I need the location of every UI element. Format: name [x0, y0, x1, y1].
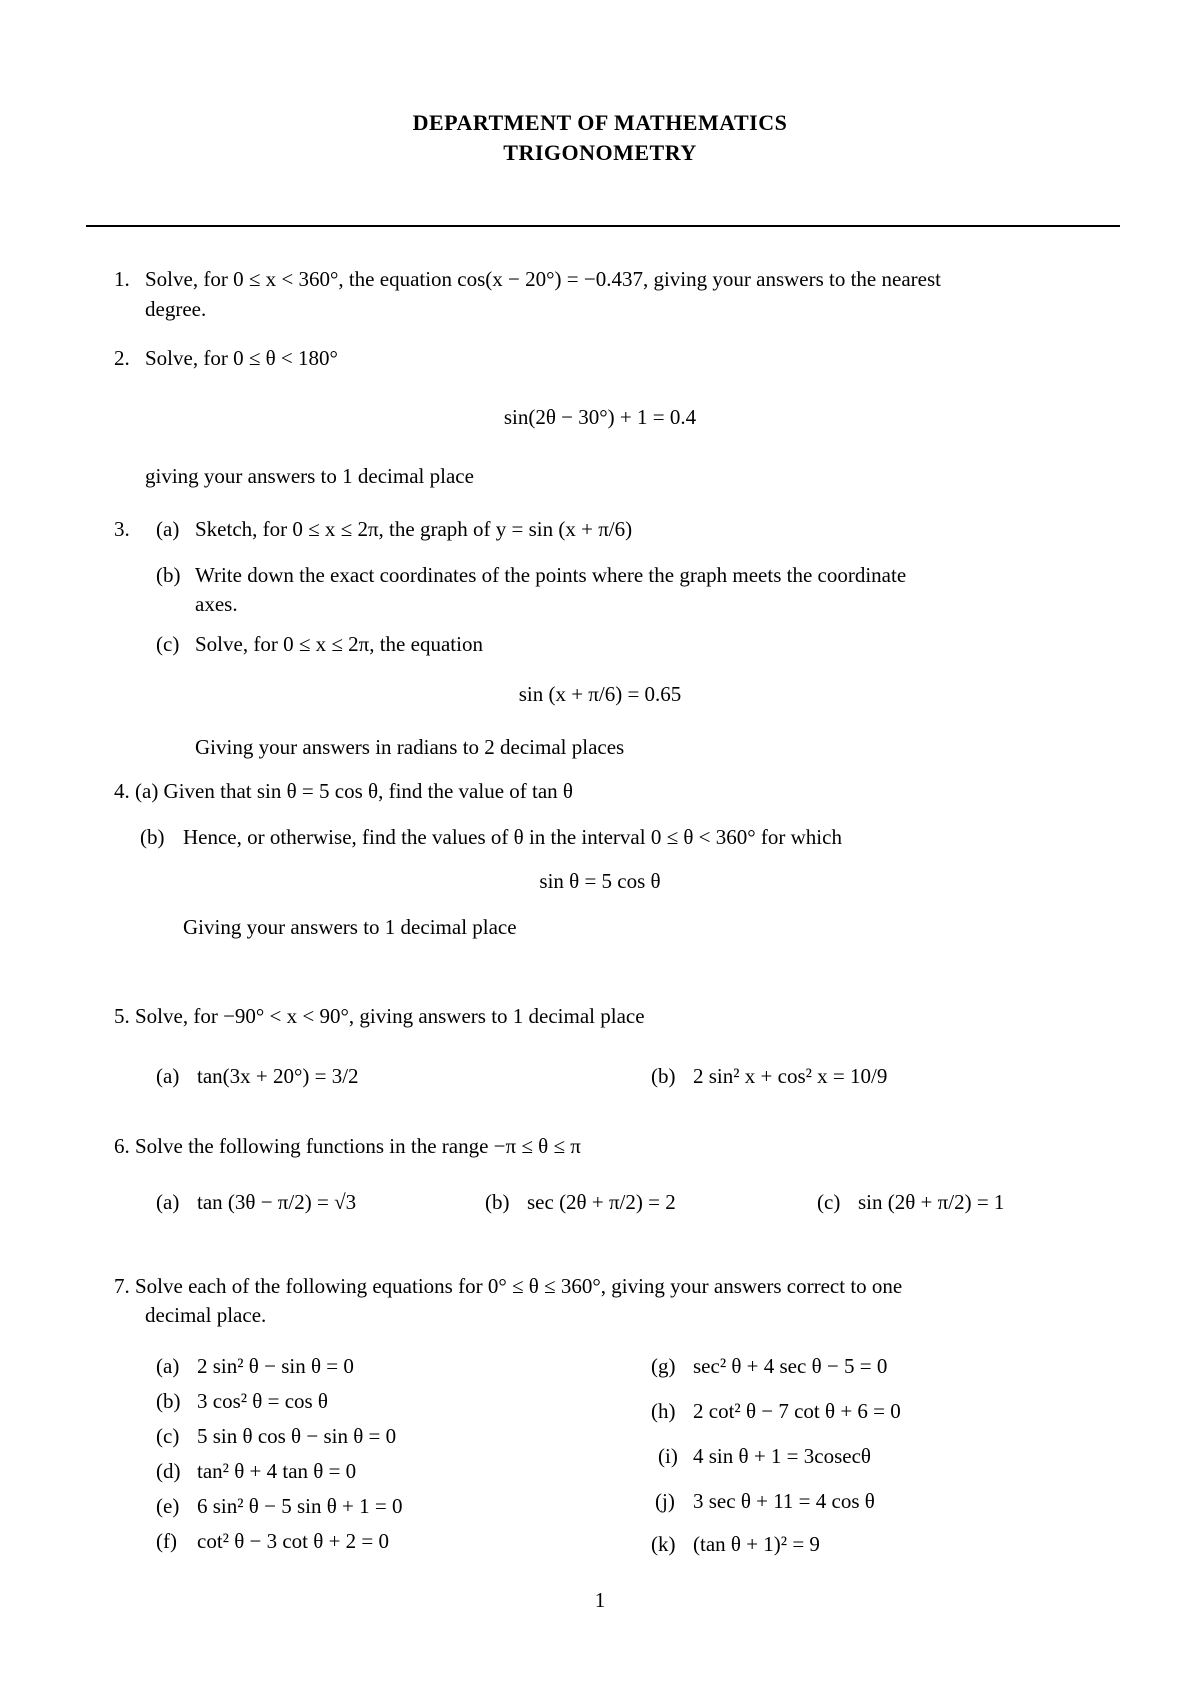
q7d-label: (d) [156, 1459, 181, 1483]
q7-text-line2: decimal place. [145, 1303, 267, 1327]
q3-number: 3. [114, 517, 130, 541]
q5-text: 5. Solve, for −90° < x < 90°, giving answers to 1 decimal place [114, 1004, 645, 1028]
q7c-label: (c) [156, 1424, 180, 1448]
q6a-label: (a) [156, 1190, 180, 1214]
q7c-equation: 5 sin θ cos θ − sin θ = 0 [197, 1424, 397, 1448]
q3b-label: (b) [156, 563, 181, 587]
q7b-equation: 3 cos² θ = cos θ [197, 1389, 328, 1413]
q7g-equation: sec² θ + 4 sec θ − 5 = 0 [693, 1354, 888, 1378]
q3c-note: Giving your answers in radians to 2 decimal places [195, 735, 625, 759]
header-divider [86, 225, 1120, 227]
q7e-label: (e) [156, 1494, 180, 1518]
q1-number: 1. [114, 267, 130, 291]
q1-text-line1: Solve, for 0 ≤ x < 360°, the equation cos(x − 20°) = −0.437, giving your answers to the nearest [145, 267, 941, 291]
q7h-label: (h) [651, 1399, 676, 1423]
q1-text-line2: degree. [145, 297, 207, 321]
q7i-equation: 4 sin θ + 1 = 3cosecθ [693, 1444, 871, 1468]
q3c-equation: sin (x + π/6) = 0.65 [518, 682, 682, 706]
q5b-equation: 2 sin² x + cos² x = 10/9 [693, 1064, 888, 1088]
q4a-text: 4. (a) Given that sin θ = 5 cos θ, find the value of tan θ [114, 779, 573, 803]
q3c-label: (c) [156, 632, 180, 656]
subject-title: TRIGONOMETRY [503, 140, 697, 165]
q7d-equation: tan² θ + 4 tan θ = 0 [197, 1459, 357, 1483]
q4b-text: Hence, or otherwise, find the values of θ in the interval 0 ≤ θ < 360° for which [183, 825, 842, 849]
q7h-equation: 2 cot² θ − 7 cot θ + 6 = 0 [693, 1399, 901, 1423]
q7j-label: (j) [655, 1489, 675, 1513]
q2-equation: sin(2θ − 30°) + 1 = 0.4 [503, 405, 697, 429]
q7i-label: (i) [658, 1444, 678, 1468]
q7b-label: (b) [156, 1389, 181, 1413]
q4-equation: sin θ = 5 cos θ [539, 869, 661, 893]
q7f-label: (f) [156, 1529, 177, 1553]
q3a-text: Sketch, for 0 ≤ x ≤ 2π, the graph of y = sin (x + π/6) [195, 517, 633, 541]
q7j-equation: 3 sec θ + 11 = 4 cos θ [693, 1489, 875, 1513]
q7a-label: (a) [156, 1354, 180, 1378]
q6b-equation: sec (2θ + π/2) = 2 [527, 1190, 676, 1214]
q2-number: 2. [114, 346, 130, 370]
q7f-equation: cot² θ − 3 cot θ + 2 = 0 [197, 1529, 390, 1553]
q2-text: Solve, for 0 ≤ θ < 180° [145, 346, 338, 370]
q7k-label: (k) [651, 1532, 676, 1556]
q6c-label: (c) [817, 1190, 841, 1214]
page-number: 1 [594, 1588, 606, 1612]
q3c-text: Solve, for 0 ≤ x ≤ 2π, the equation [195, 632, 483, 656]
q6a-equation: tan (3θ − π/2) = √3 [197, 1190, 357, 1214]
q7-text-line1: 7. Solve each of the following equations for 0° ≤ θ ≤ 360°, giving your answers correct to one [114, 1274, 903, 1298]
q5a-label: (a) [156, 1064, 180, 1088]
q4-note: Giving your answers to 1 decimal place [183, 915, 517, 939]
q5b-label: (b) [651, 1064, 676, 1088]
q3b-text-line1: Write down the exact coordinates of the points where the graph meets the coordinate [195, 563, 907, 587]
q7g-label: (g) [651, 1354, 676, 1378]
q2-note: giving your answers to 1 decimal place [145, 464, 474, 488]
department-title: DEPARTMENT OF MATHEMATICS [412, 110, 788, 135]
q7e-equation: 6 sin² θ − 5 sin θ + 1 = 0 [197, 1494, 403, 1518]
q4b-label: (b) [140, 825, 165, 849]
q7k-equation: (tan θ + 1)² = 9 [693, 1532, 820, 1556]
q3b-text-line2: axes. [195, 592, 238, 616]
q5a-equation: tan(3x + 20°) = 3/2 [197, 1064, 359, 1088]
q3a-label: (a) [156, 517, 180, 541]
q6-text: 6. Solve the following functions in the range −π ≤ θ ≤ π [114, 1134, 581, 1158]
q7a-equation: 2 sin² θ − sin θ = 0 [197, 1354, 354, 1378]
q6c-equation: sin (2θ + π/2) = 1 [858, 1190, 1005, 1214]
q6b-label: (b) [485, 1190, 510, 1214]
